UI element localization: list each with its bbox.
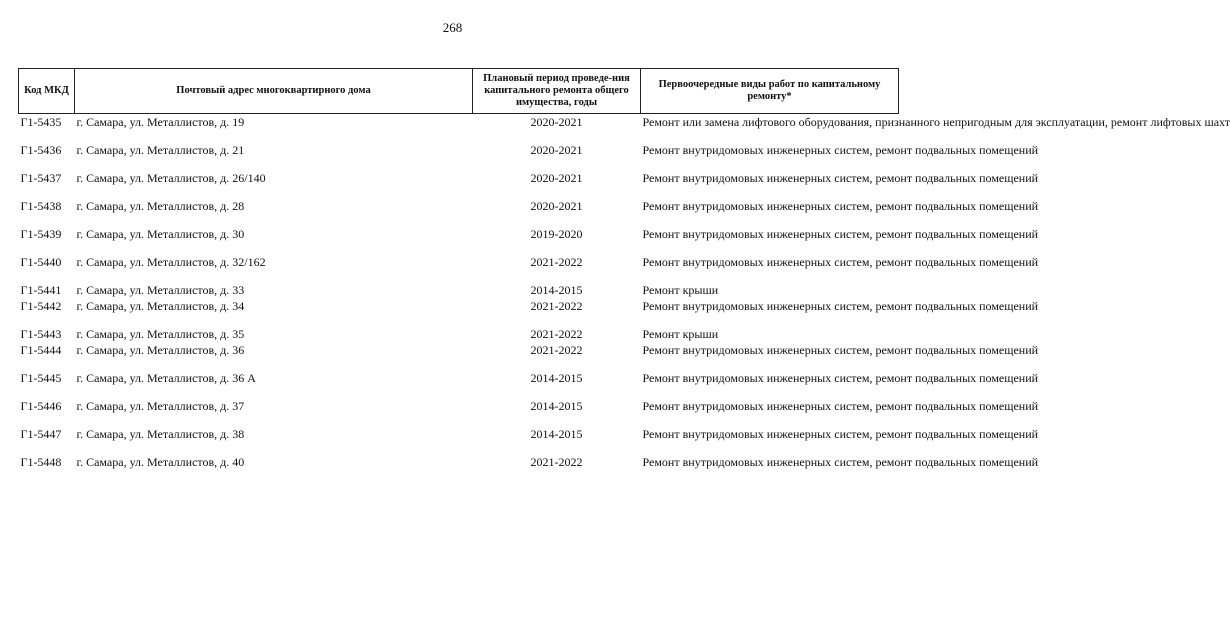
address-cell: г. Самара, ул. Металлистов, д. 19 bbox=[76, 115, 245, 129]
address-cell: г. Самара, ул. Металлистов, д. 28 bbox=[76, 199, 245, 213]
period-cell: 2020-2021 bbox=[530, 171, 583, 185]
mkd-code: Г1-5445 bbox=[20, 371, 62, 385]
mkd-code: Г1-5435 bbox=[20, 115, 62, 129]
period-cell: 2020-2021 bbox=[530, 199, 583, 213]
works-cell: Ремонт крыши bbox=[642, 283, 719, 297]
header-code: Код МКД bbox=[19, 69, 75, 114]
address-cell: г. Самара, ул. Металлистов, д. 40 bbox=[76, 455, 245, 469]
period-cell: 2020-2021 bbox=[530, 115, 583, 129]
address-cell: г. Самара, ул. Металлистов, д. 32/162 bbox=[76, 255, 266, 269]
period-cell: 2014-2015 bbox=[530, 283, 583, 297]
row-spacer bbox=[19, 314, 899, 326]
capital-repair-table bbox=[18, 68, 1230, 470]
row-spacer bbox=[19, 358, 899, 370]
period-cell: 2014-2015 bbox=[530, 371, 583, 385]
row-spacer bbox=[19, 386, 899, 398]
table-row bbox=[19, 398, 899, 414]
row-spacer-cell bbox=[19, 386, 899, 398]
period-cell: 2014-2015 bbox=[530, 427, 583, 441]
row-spacer-cell bbox=[19, 358, 899, 370]
period-cell: 2021-2022 bbox=[530, 299, 583, 313]
address-cell: г. Самара, ул. Металлистов, д. 30 bbox=[76, 227, 245, 241]
table-row bbox=[19, 282, 899, 298]
row-spacer-cell bbox=[19, 242, 899, 254]
row-spacer-cell bbox=[19, 270, 899, 282]
row-spacer bbox=[19, 242, 899, 254]
address-cell: г. Самара, ул. Металлистов, д. 37 bbox=[76, 399, 245, 413]
works-cell: Ремонт внутридомовых инженерных систем, ремонт подвальных помещений bbox=[642, 343, 1039, 357]
address-cell: г. Самара, ул. Металлистов, д. 38 bbox=[76, 427, 245, 441]
row-spacer bbox=[19, 130, 899, 142]
mkd-code: Г1-5447 bbox=[20, 427, 62, 441]
row-spacer-cell bbox=[19, 158, 899, 170]
period-cell: 2014-2015 bbox=[530, 399, 583, 413]
period-cell: 2019-2020 bbox=[530, 227, 583, 241]
mkd-code: Г1-5446 bbox=[20, 399, 62, 413]
address-cell: г. Самара, ул. Металлистов, д. 36 bbox=[76, 343, 245, 357]
header-address: Почтовый адрес многоквартирного дома bbox=[75, 69, 473, 114]
works-cell: Ремонт внутридомовых инженерных систем, ремонт подвальных помещений bbox=[642, 427, 1039, 441]
mkd-code: Г1-5438 bbox=[20, 199, 62, 213]
works-cell: Ремонт внутридомовых инженерных систем, ремонт подвальных помещений bbox=[642, 399, 1039, 413]
table-row bbox=[19, 142, 899, 158]
works-cell: Ремонт внутридомовых инженерных систем, ремонт подвальных помещений bbox=[642, 199, 1039, 213]
period-cell: 2021-2022 bbox=[530, 455, 583, 469]
mkd-code: Г1-5440 bbox=[20, 255, 62, 269]
page-number: 268 bbox=[442, 20, 463, 35]
works-cell: Ремонт внутридомовых инженерных систем, ремонт подвальных помещений bbox=[642, 255, 1039, 269]
table-row bbox=[19, 370, 899, 386]
works-cell: Ремонт или замена лифтового оборудования, признанного непригодным для эксплуатации, ремонт лифтовых шахт bbox=[642, 115, 1230, 129]
works-cell: Ремонт внутридомовых инженерных систем, ремонт подвальных помещений bbox=[642, 171, 1039, 185]
table-row bbox=[19, 426, 899, 442]
table-row bbox=[19, 114, 899, 131]
row-spacer-cell bbox=[19, 414, 899, 426]
table-row bbox=[19, 454, 899, 470]
address-cell: г. Самара, ул. Металлистов, д. 35 bbox=[76, 327, 245, 341]
mkd-code: Г1-5444 bbox=[20, 343, 62, 357]
address-cell: г. Самара, ул. Металлистов, д. 33 bbox=[76, 283, 245, 297]
table-row bbox=[19, 342, 899, 358]
header-works: Первоочередные виды работ по капитальному ремонту* bbox=[641, 69, 899, 114]
row-spacer-cell bbox=[19, 314, 899, 326]
row-spacer-cell bbox=[19, 442, 899, 454]
table-row bbox=[19, 254, 899, 270]
mkd-code: Г1-5439 bbox=[20, 227, 62, 241]
row-spacer bbox=[19, 414, 899, 426]
mkd-code: Г1-5442 bbox=[20, 299, 62, 313]
row-spacer bbox=[19, 214, 899, 226]
row-spacer-cell bbox=[19, 214, 899, 226]
works-cell: Ремонт внутридомовых инженерных систем, ремонт подвальных помещений bbox=[642, 299, 1039, 313]
address-cell: г. Самара, ул. Металлистов, д. 34 bbox=[76, 299, 245, 313]
period-cell: 2020-2021 bbox=[530, 143, 583, 157]
row-spacer bbox=[19, 270, 899, 282]
row-spacer bbox=[19, 158, 899, 170]
mkd-code: Г1-5448 bbox=[20, 455, 62, 469]
table-row bbox=[19, 226, 899, 242]
mkd-code: Г1-5441 bbox=[20, 283, 62, 297]
table-row bbox=[19, 298, 899, 314]
period-cell: 2021-2022 bbox=[530, 327, 583, 341]
address-cell: г. Самара, ул. Металлистов, д. 36 А bbox=[76, 371, 256, 385]
works-cell: Ремонт внутридомовых инженерных систем, ремонт подвальных помещений bbox=[642, 455, 1039, 469]
row-spacer bbox=[19, 186, 899, 198]
works-cell: Ремонт внутридомовых инженерных систем, ремонт подвальных помещений bbox=[642, 371, 1039, 385]
header-period: Плановый период проведе-ния капитального ремонта общего имущества, годы bbox=[473, 69, 641, 114]
table-body bbox=[19, 114, 1230, 471]
period-cell: 2021-2022 bbox=[530, 343, 583, 357]
mkd-code: Г1-5436 bbox=[20, 143, 62, 157]
address-cell: г. Самара, ул. Металлистов, д. 26/140 bbox=[76, 171, 266, 185]
table-header bbox=[19, 69, 899, 114]
mkd-code: Г1-5437 bbox=[20, 171, 62, 185]
row-spacer bbox=[19, 442, 899, 454]
works-cell: Ремонт внутридомовых инженерных систем, ремонт подвальных помещений bbox=[642, 227, 1039, 241]
period-cell: 2021-2022 bbox=[530, 255, 583, 269]
row-spacer-cell bbox=[19, 186, 899, 198]
address-cell: г. Самара, ул. Металлистов, д. 21 bbox=[76, 143, 245, 157]
table-row bbox=[19, 198, 899, 214]
table-row bbox=[19, 326, 899, 342]
mkd-code: Г1-5443 bbox=[20, 327, 62, 341]
works-cell: Ремонт крыши bbox=[642, 327, 719, 341]
table-row bbox=[19, 170, 899, 186]
works-cell: Ремонт внутридомовых инженерных систем, ремонт подвальных помещений bbox=[642, 143, 1039, 157]
row-spacer-cell bbox=[19, 130, 899, 142]
